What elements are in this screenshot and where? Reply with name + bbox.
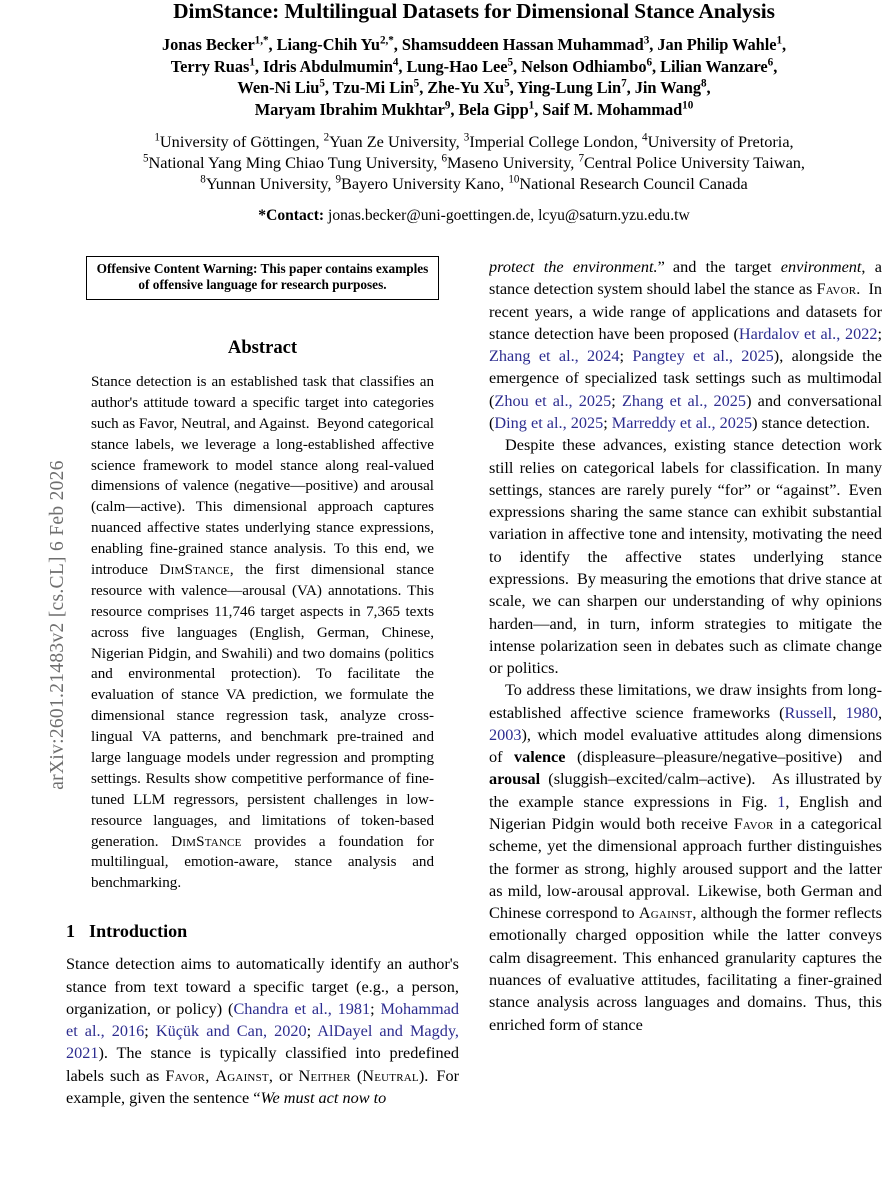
intro-paragraph-2: Despite these advances, existing stance detection work still relies on categorical labels for classification. In many settings, stances are rarely purely “for” or “against”. Even expressions sharing the same stance can exhibit substantial variation in affective tone and intensity, motivating the need to identify the affective states underlying stance expressions. By measuring the emotions that drive stance at scale, we can sharpen our understanding of why opinions harden—and, in turn, inform strategies to mitigate the intense polarization seen in debates such as climate change or politics. [489,436,882,678]
intro-paragraph-3: To address these limitations, we draw insights from long-established affective science frameworks (Russell, 1980, 2003), which model evaluative attitudes along dimensions of valence (displeasure–pleasure/negative–positive) and arousal (sluggish–excited/calm–active). As illustrated by the example stance expressions in Fig. 1, English and Nigerian Pidgin would both receive Favor in a categorical scheme, yet the dimensional approach further distinguishes the former as strong, highly aroused support and the latter as mild, low-arousal approval. Likewise, both German and Chinese correspond to Against, although the former reflects emotionally charged opposition while the latter conveys calm disagreement. This enhanced granularity captures the nuances of evaluative attitudes, facilitating a finer-grained stance analysis across languages and domains. Thus, this enriched form of stance [489,681,882,1034]
abstract-text: Stance detection is an established task that classifies an author's attitude toward a specific target into categories such as Favor, Neutral, and Against. Beyond categorical stance labels, we leverage a long-established affective science framework to model stance along real-valued dimensions of valence (negative—positive) and arousal (calm—active). This dimensional approach captures nuanced affective states underlying stance expressions, enabling fine-grained stance analysis. To this end, we introduce DimStance, the first dimensional stance resource with valence—arousal (VA) annotations. This resource comprises 11,746 target aspects in 7,365 texts across five languages (English, German, Chinese, Nigerian Pidgin, and Swahili) and two domains (politics and environmental protection). To facilitate the evaluation of stance VA prediction, we formulate the dimensional stance regression task, analyze cross-lingual VA patterns, and benchmark pre-trained and large language models under regression and prompting settings. Results show competitive performance of fine-tuned LLM regressors, persistent challenges in low-resource languages, and limitations of token-based generation. DimStance provides a foundation for multilingual, emotion-aware, stance analysis and benchmarking. [91,373,434,892]
citation-link[interactable]: Küçük and Can, 2020 [155,1022,307,1041]
author-line-2: Terry Ruas$^1$, Idris Abdulmumin$^4$, Lung-Hao Lee$^5$, Nelson Odhiambo$^6$, Lilian Wanzare$^6$, [170,56,778,76]
author-line-4: Maryam Ibrahim Mukhtar$^9$, Bela Gipp$^1$, Saif M. Mohammad$^{10}$ [254,99,694,120]
section-title: Introduction [89,921,188,942]
citation-link[interactable]: Pangtey et al., 2025 [632,347,774,366]
citation-link[interactable]: AlDayel and Magdy, 2021 [66,1022,459,1063]
citation-link[interactable]: 1980 [845,703,878,722]
right-column [489,256,882,1200]
citation-link[interactable]: Ding et al., 2025 [494,413,604,432]
author-line-3: Wen-Ni Liu$^5$, Tzu-Mi Lin$^5$, Zhe-Yu Xu$^5$, Ying-Lung Lin$^7$, Jin Wang$^8$, [237,77,711,98]
section-heading-introduction [66,921,459,942]
intro-paragraph-1-part-a: Stance detection aims to automatically identify an author's stance from text toward a specific target (e.g., a person, organization, or policy) (Chandra et al., 1981; Mohammad et al., 2016; Küçük and Can, 2020; AlDayel and Magdy, 2021). The stance is typically classified into predefined labels such as Favor, Against, or Neither (Neutral). For example, given the sentence “We must act now to [66,955,459,1107]
warning-text: Offensive Content Warning: This paper contains examples of offensive language for research purposes. [96,261,429,293]
contact-emails[interactable]: jonas.becker@uni-goettingen.de, lcyu@saturn.yzu.edu.tw [328,207,690,225]
abstract-heading: Abstract [227,336,298,358]
citation-link[interactable]: Mohammad et al., 2016 [66,999,459,1041]
section-number: 1 [66,921,76,942]
citation-link[interactable]: Russell [784,703,833,722]
contact-line [66,207,882,225]
citation-link[interactable]: Zhang et al., 2025 [621,391,747,410]
citation-link[interactable]: Chandra et al., 1981 [233,999,371,1018]
citation-link[interactable]: Marreddy et al., 2025 [611,413,753,432]
arxiv-identifier-stamp: arXiv:2601.21483v2 [cs.CL] 6 Feb 2026 [47,460,68,790]
author-line-1: Jonas Becker$^{1,*}$, Liang-Chih $Yu^{2,*}$, Shamsuddeen Hassan Muhammad$^3$, Jan Philip Wahle$^1$, [161,34,787,54]
offensive-content-warning-box [86,256,439,300]
affiliation-line-2: $^5$National Yang Ming Chiao Tung University, $^6$Maseno University, $^7$Central Police University Taiwan, [142,152,806,173]
citation-link[interactable]: Zhou et al., 2025 [494,391,612,410]
paper-page [66,0,882,1200]
citation-link[interactable]: Hardalov et al., 2022 [738,324,878,343]
affiliation-list [66,131,882,195]
author-list [66,34,882,121]
two-column-body [66,256,882,1200]
affiliation-line-1: $^1$University of Göttingen, $^2$Yuan Ze University, $^3$Imperial College London, $^4$University of Pretoria, [154,131,794,151]
page-title: DimStance: Multilingual Datasets for Dimensional Stance Analysis [173,0,775,23]
left-column [66,256,459,1200]
figure-reference-link[interactable]: 1 [777,792,786,811]
contact-label: *Contact: [258,207,325,225]
affiliation-line-3: $^8$Yunnan University, $^9$Bayero University Kano, $^{10}$National Research Council Canada [200,173,748,194]
citation-link[interactable]: Zhang et al., 2024 [489,347,620,366]
intro-paragraph-1-part-b: protect the environment.” and the target environment, a stance detection system should label the stance as Favor. In recent years, a wide range of applications and datasets for stance detection have been proposed (Hardalov et al., 2022; Zhang et al., 2024; Pangtey et al., 2025), alongside the emergence of specialized task settings such as multimodal (Zhou et al., 2025; Zhang et al., 2025) and conversational (Ding et al., 2025; Marreddy et al., 2025) stance detection. [489,258,882,432]
citation-link[interactable]: 2003 [489,725,522,744]
